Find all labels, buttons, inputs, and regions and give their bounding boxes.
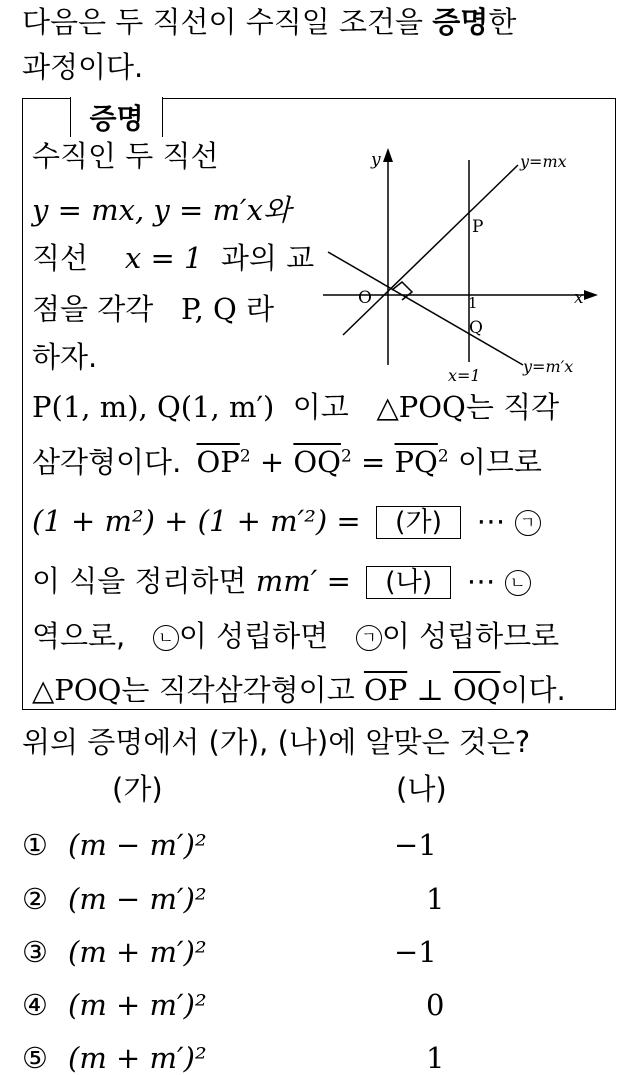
choice-number: ① bbox=[22, 828, 48, 862]
choice-number: ④ bbox=[22, 988, 48, 1022]
proof-6b: 이고 bbox=[292, 390, 349, 424]
perp-symbol: ⊥ bbox=[416, 673, 444, 707]
proof-intro-4 bbox=[32, 292, 275, 326]
proof-line-10 bbox=[32, 619, 560, 653]
x-axis-label: x bbox=[574, 288, 584, 308]
origin-label: O bbox=[358, 288, 372, 308]
proof-10b: 이 성립하면 bbox=[178, 619, 329, 653]
choice-number: ③ bbox=[22, 935, 48, 969]
segment-oq-2: $\overline{OQ}$ bbox=[452, 673, 501, 707]
proof-intro-5: 하자. bbox=[32, 340, 98, 374]
question-line-2: 과정이다. bbox=[22, 50, 144, 84]
choice-na: 1 bbox=[426, 1041, 445, 1075]
choice-ga: (m − m′)² bbox=[68, 882, 207, 916]
choice-ga: (m + m′)² bbox=[68, 988, 207, 1022]
proof-intro-3b: x = 1 bbox=[124, 241, 203, 275]
line-mx bbox=[343, 165, 518, 335]
proof-10c: 이 성립하므로 bbox=[381, 619, 560, 653]
choice-na: −1 bbox=[394, 935, 437, 969]
proof-10a: 역으로, bbox=[32, 619, 126, 653]
proof-intro-1: 수직인 두 직선 bbox=[32, 139, 219, 173]
choice-number: ⑤ bbox=[22, 1041, 48, 1075]
proof-11a: △POQ bbox=[32, 673, 122, 707]
label-nieun-ref: ㄴ bbox=[153, 625, 179, 651]
y-axis-label: y bbox=[371, 150, 381, 170]
ask-text: 위의 증명에서 (가), (나)에 알맞은 것은? bbox=[22, 725, 531, 759]
segment-oq: $\overline{OQ}$ bbox=[293, 445, 341, 479]
proof-intro-4a: 점을 각각 bbox=[32, 292, 154, 326]
blank-ga: (가) bbox=[376, 506, 461, 539]
blank-na: (나) bbox=[366, 566, 451, 599]
choice-na: 0 bbox=[426, 988, 445, 1022]
y-arrow bbox=[383, 148, 393, 162]
tick-1-label: 1 bbox=[468, 294, 478, 312]
proof-line-6 bbox=[32, 390, 560, 424]
header-na: (나) bbox=[396, 772, 447, 806]
proof-tab: 증명 bbox=[70, 97, 163, 137]
line-m2x bbox=[328, 252, 523, 365]
choice-na: −1 bbox=[394, 828, 437, 862]
coordinate-graph bbox=[318, 140, 608, 385]
choice-ga: (m + m′)² bbox=[68, 1041, 207, 1075]
x-equals-1-label: x=1 bbox=[448, 366, 481, 385]
proof-9-expr: mm′ = bbox=[255, 564, 351, 598]
line-mx-label: y=mx bbox=[520, 152, 567, 171]
proof-intro-3c: 과의 교 bbox=[220, 241, 315, 275]
proof-intro-4b: P, Q bbox=[180, 292, 237, 326]
proof-9a: 이 식을 정리하면 bbox=[32, 564, 247, 598]
segment-pq: $\overline{PQ}$ bbox=[394, 445, 438, 479]
segment-op-2: $\overline{OP}$ bbox=[363, 673, 408, 707]
proof-7a: 삼각형이다. bbox=[32, 445, 182, 479]
proof-7end: 이므로 bbox=[457, 445, 542, 479]
question-line-1: 다음은 두 직선이 수직일 조건을 증명한 bbox=[22, 5, 517, 39]
segment-op: $\overline{OP}$ bbox=[196, 445, 240, 479]
proof-intro-2: y = mx, y = m′x와 bbox=[32, 193, 291, 227]
proof-intro-3a: 직선 bbox=[32, 241, 89, 275]
choice-ga: (m − m′)² bbox=[68, 828, 207, 862]
proof-11b: 는 직각삼각형이고 bbox=[121, 673, 355, 707]
proof-intro-3 bbox=[32, 241, 315, 275]
line-m2x-label: y=m′x bbox=[523, 357, 574, 376]
proof-line-9 bbox=[32, 566, 531, 599]
x-arrow bbox=[584, 290, 598, 300]
label-nieun: ㄴ bbox=[505, 570, 531, 596]
header-ga: (가) bbox=[112, 772, 163, 806]
proof-line-11 bbox=[32, 673, 566, 707]
proof-6a: P(1, m), Q(1, m′) bbox=[32, 390, 275, 424]
point-p-label: P bbox=[472, 217, 484, 237]
label-giyeok: ㄱ bbox=[515, 510, 541, 536]
proof-line-8 bbox=[32, 506, 541, 539]
proof-6c: △POQ bbox=[376, 390, 466, 424]
proof-intro-4c: 라 bbox=[246, 292, 275, 326]
label-giyeok-ref: ㄱ bbox=[356, 625, 382, 651]
proof-6d: 는 직각 bbox=[465, 390, 560, 424]
bold-word: 증명 bbox=[432, 5, 489, 39]
choice-number: ② bbox=[22, 882, 48, 916]
choice-ga: (m + m′)² bbox=[68, 935, 207, 969]
proof-line-7: 삼각형이다. $\overline{OP}^2 + \overline{OQ}^2 = \overline{PQ}^2$ 이므로 bbox=[32, 445, 542, 479]
choice-na: 1 bbox=[426, 882, 445, 916]
point-q-label: Q bbox=[469, 318, 483, 338]
proof-8-expr: (1 + m²) + (1 + m′²) = bbox=[32, 504, 361, 538]
proof-9-dots: ⋯ bbox=[466, 564, 496, 598]
proof-8-dots: ⋯ bbox=[476, 504, 506, 538]
proof-11end: 이다. bbox=[500, 673, 566, 707]
